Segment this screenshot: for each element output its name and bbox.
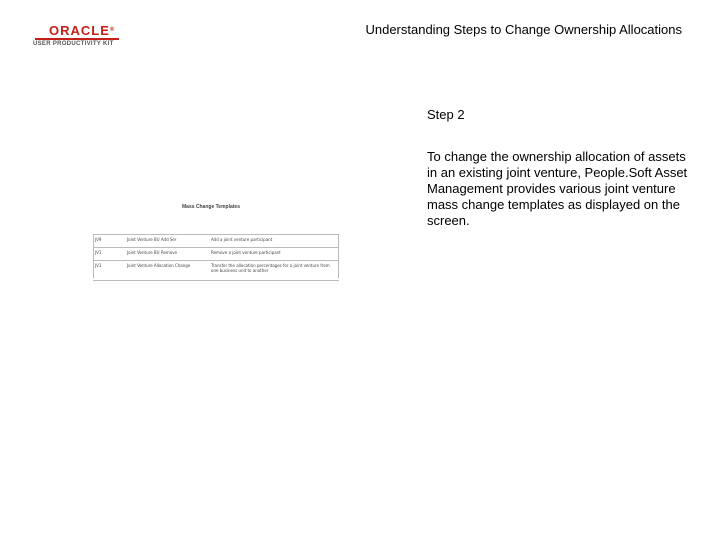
oracle-wordmark: ORACLE®: [49, 23, 116, 38]
template-id: JV1: [93, 261, 125, 281]
table-row: [93, 235, 339, 248]
logo-kit-text: USER PRODUCTIVITY KIT: [33, 41, 114, 47]
screenshot-title: Mass Change Templates: [182, 204, 240, 210]
template-name: Joint Venture Allocation Change: [125, 261, 209, 281]
table-row: [93, 261, 339, 281]
template-description: Transfer the allocation percentages for a joint venture from one business unit to another: [209, 261, 339, 281]
table-border-left: [93, 234, 94, 278]
template-description: Remove a joint venture participant: [209, 248, 339, 261]
template-id: JV9: [93, 235, 125, 248]
template-id: JV1: [93, 248, 125, 261]
template-name: Joint Venture BU Add Ser: [125, 235, 209, 248]
logo-rule: [35, 38, 119, 40]
table-row: [93, 248, 339, 261]
step-description: To change the ownership allocation of assets in an existing joint venture, People.Soft Asset Management provides various joint venture mass change templates as displayed on the screen.: [427, 149, 688, 228]
page-title: Understanding Steps to Change Ownership Allocations: [365, 22, 682, 37]
table-border-right: [338, 234, 339, 278]
mass-change-templates-screenshot: [93, 200, 339, 279]
template-name: Joint Venture BU Remove: [125, 248, 209, 261]
oracle-upk-logo: [33, 24, 123, 48]
template-description: Add a joint venture participant: [209, 235, 339, 248]
templates-table: [93, 234, 339, 281]
step-label: Step 2: [427, 107, 465, 122]
